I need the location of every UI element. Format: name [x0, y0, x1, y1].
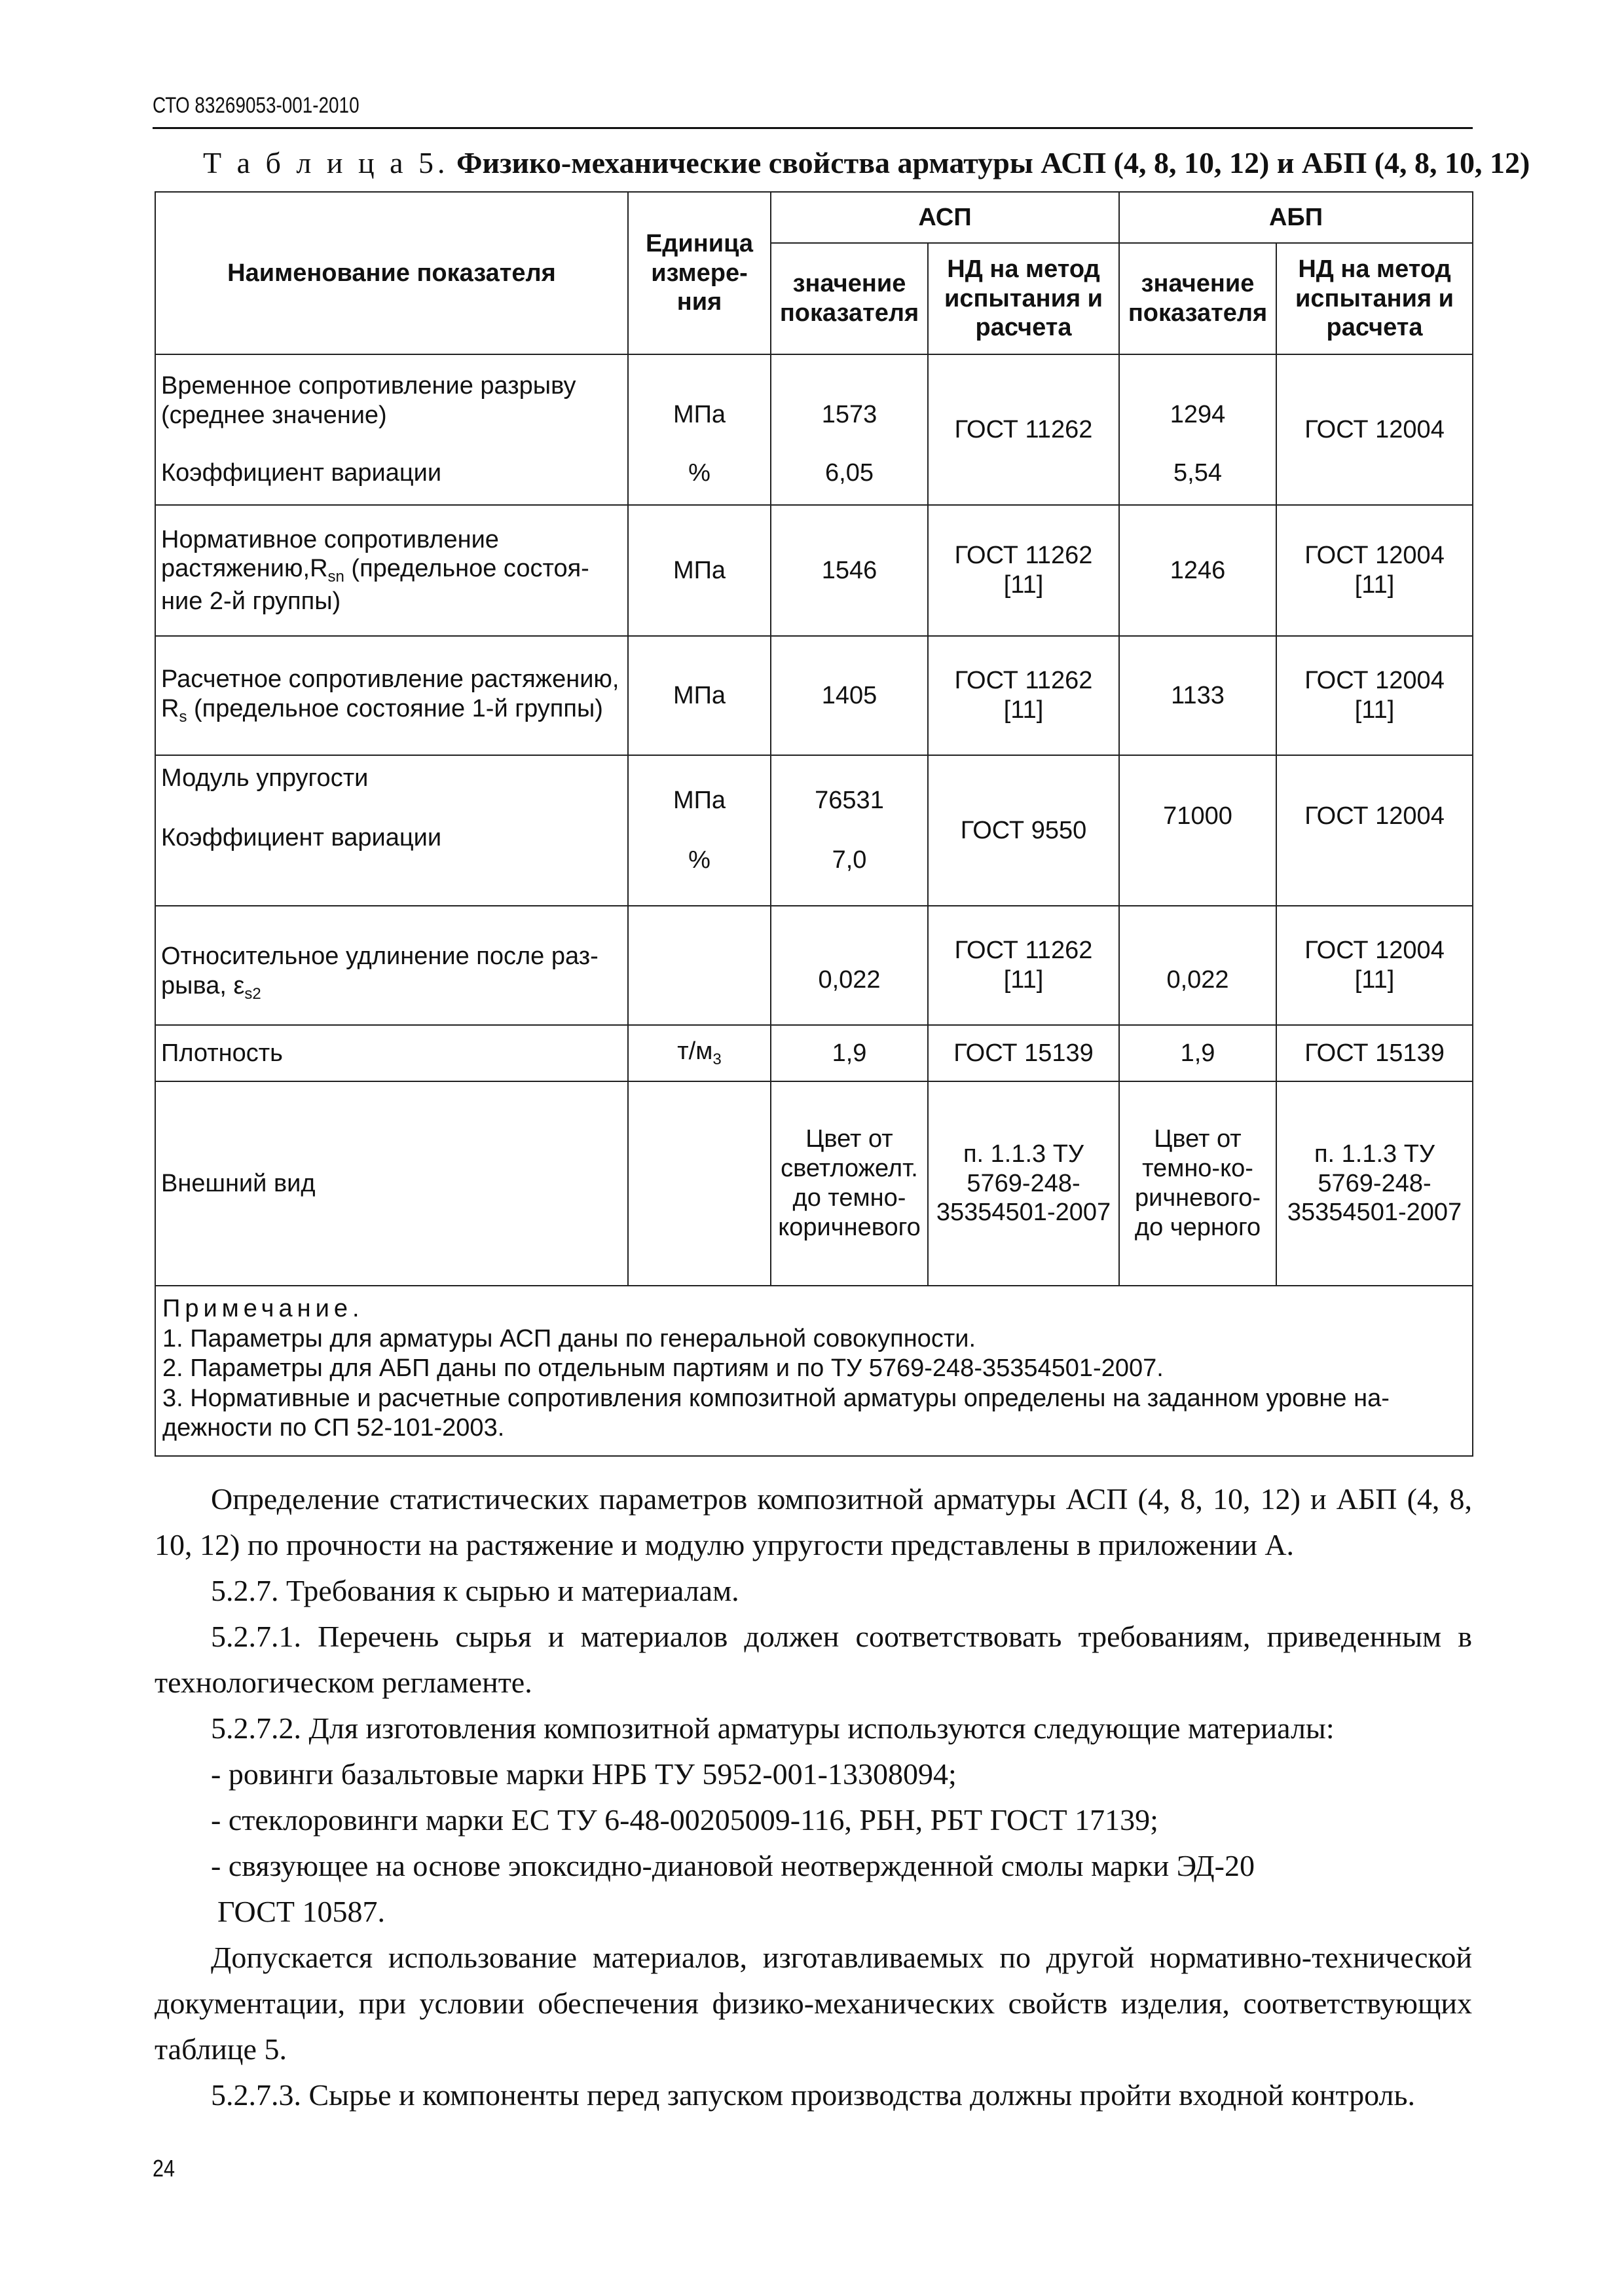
document-code: СТО 83269053-001-2010 — [153, 93, 360, 118]
paragraph: Допускается использование материалов, изготавливаемых по другой нормативно-технической документации, при условии обеспечения физико-механических свойств изделия, соответствующих таблице 5. — [155, 1941, 1472, 2066]
asp-value-secondary: 6,05 — [825, 459, 874, 487]
asp-value — [771, 906, 928, 1025]
row-unit: МПа — [628, 505, 771, 636]
row-unit-main: МПа — [673, 401, 726, 429]
table-row — [155, 1081, 1473, 1286]
table-caption — [203, 145, 1530, 180]
table-header-row-1 — [155, 192, 1473, 243]
row-name-text: Расчетное сопротивление растяжению, R — [161, 665, 619, 722]
row-name — [155, 505, 628, 636]
list-item-continuation: ГОСТ 10587. — [217, 1895, 386, 1928]
table-row — [155, 636, 1473, 755]
row-unit-subscript: 3 — [712, 1051, 722, 1069]
asp-method: ГОСТ 11262 [11] — [928, 636, 1119, 755]
paragraph: 5.2.7.2. Для изготовления композитной арматуры используются следующие материалы: — [211, 1711, 1335, 1745]
row-name-text: Относительное удлинение после разрыва, ε — [161, 942, 599, 999]
abp-value — [1119, 755, 1276, 906]
properties-table — [155, 191, 1473, 1457]
note-heading: Примечание. — [162, 1295, 364, 1322]
header-name: Наименование показателя — [155, 192, 628, 354]
header-abp: АБП — [1119, 192, 1473, 243]
row-name-text-post: (предельное состояние 1-й группы) — [187, 694, 603, 722]
table-note-row — [155, 1286, 1473, 1456]
abp-method: ГОСТ 12004 — [1276, 354, 1473, 505]
table-note — [155, 1286, 1473, 1456]
row-name-text: Нормативное сопротивление растяжению,R — [161, 525, 499, 583]
header-asp: АСП — [771, 192, 1119, 243]
abp-value — [1119, 906, 1276, 1025]
row-name — [155, 755, 628, 906]
asp-method: ГОСТ 15139 — [928, 1025, 1119, 1081]
row-unit — [628, 354, 771, 505]
asp-value: Цвет от светложелт. до темнокоричневого — [771, 1081, 928, 1286]
table-row — [155, 354, 1473, 505]
row-name-main: Временное сопротивление разрыву (среднее значение) — [161, 371, 576, 429]
row-name-subscript: s — [179, 707, 187, 726]
row-unit-main: МПа — [673, 787, 726, 815]
row-name-subscript: sn — [327, 568, 344, 586]
row-name — [155, 354, 628, 505]
row-unit — [628, 1081, 771, 1286]
abp-value-secondary: 5,54 — [1173, 459, 1222, 487]
row-name-subscript: s2 — [244, 984, 261, 1003]
header-asp-method: НД на метод испытания и расчета — [928, 243, 1119, 354]
abp-method: ГОСТ 15139 — [1276, 1025, 1473, 1081]
row-unit — [628, 755, 771, 906]
body-text — [155, 1476, 1472, 2118]
asp-value — [771, 354, 928, 505]
table-row — [155, 505, 1473, 636]
header-abp-method: НД на метод испытания и расчета — [1276, 243, 1473, 354]
note-line: 3. Нормативные и расчетные сопротивления композитной арматуры определены на заданном уровне надежности по СП 52-101-2003. — [162, 1384, 1390, 1442]
row-unit-secondary: % — [688, 459, 710, 487]
section-heading: 5.2.7. Требования к сырью и материалам. — [211, 1574, 739, 1607]
asp-value-main: 76531 — [815, 787, 884, 815]
asp-value: 1,9 — [771, 1025, 928, 1081]
row-unit-text: т/м — [677, 1037, 713, 1066]
abp-value-main: 71000 — [1163, 802, 1232, 830]
paragraph: 5.2.7.3. Сырье и компоненты перед запуском производства должны пройти входной контроль. — [211, 2078, 1415, 2112]
page-number: 24 — [153, 2155, 175, 2182]
abp-method-text: ГОСТ 12004 — [1304, 802, 1445, 830]
row-name: Плотность — [155, 1025, 628, 1081]
abp-value-main: 1294 — [1170, 401, 1226, 429]
header-unit: Единица измерения — [628, 192, 771, 354]
abp-value: Цвет от темно-коричневого-до черного — [1119, 1081, 1276, 1286]
asp-method: ГОСТ 11262 — [928, 354, 1119, 505]
row-name-text-post: (предельное состояние 2-й группы) — [161, 555, 589, 615]
row-name-main: Модуль упругости — [161, 764, 369, 792]
abp-method: ГОСТ 12004 [11] — [1276, 636, 1473, 755]
paragraph: Определение статистических параметров композитной арматуры АСП (4, 8, 10, 12) и АБП (4, 8, 10, 12) по прочности на растяжение и модулю упругости представлены в приложении А. — [155, 1482, 1472, 1561]
abp-method — [1276, 755, 1473, 906]
row-name-secondary: Коэффициент вариации — [161, 823, 442, 851]
asp-value: 1546 — [771, 505, 928, 636]
row-unit-secondary: % — [688, 846, 710, 874]
row-name: Внешний вид — [155, 1081, 628, 1286]
header-abp-value: значение показателя — [1119, 243, 1276, 354]
abp-value: 1246 — [1119, 505, 1276, 636]
note-line: 2. Параметры для АБП даны по отдельным партиям и по ТУ 5769-248-35354501-2007. — [162, 1354, 1164, 1383]
paragraph: 5.2.7.1. Перечень сырья и материалов должен соответствовать требованиям, приведенным в технологическом регламенте. — [155, 1620, 1472, 1699]
list-item: - ровинги базальтовые марки НРБ ТУ 5952-001-13308094; — [211, 1757, 957, 1791]
abp-value — [1119, 354, 1276, 505]
header-rule — [153, 127, 1473, 129]
row-unit — [628, 1025, 771, 1081]
row-unit — [628, 906, 771, 1025]
abp-value: 1,9 — [1119, 1025, 1276, 1081]
row-name — [155, 636, 628, 755]
asp-value — [771, 755, 928, 906]
asp-value-text: 0,022 — [818, 965, 881, 994]
note-line: 1. Параметры для арматуры АСП даны по генеральной совокупности. — [162, 1324, 976, 1353]
asp-method: ГОСТ 11262 [11] — [928, 906, 1119, 1025]
list-item: - связующее на основе эпоксидно-диановой неотвержденной смолы марки ЭД-20 — [211, 1849, 1255, 1882]
table-row — [155, 1025, 1473, 1081]
asp-value: 1405 — [771, 636, 928, 755]
abp-value: 1133 — [1119, 636, 1276, 755]
abp-method: ГОСТ 12004 [11] — [1276, 906, 1473, 1025]
asp-method: п. 1.1.3 ТУ 5769-248-35354501-2007 — [928, 1081, 1119, 1286]
table-row — [155, 906, 1473, 1025]
asp-method: ГОСТ 9550 — [928, 755, 1119, 906]
asp-value-main: 1573 — [821, 401, 877, 429]
table-caption-prefix: Т а б л и ц а 5. — [203, 146, 449, 179]
abp-value-text: 0,022 — [1166, 965, 1229, 994]
header-asp-value: значение показателя — [771, 243, 928, 354]
abp-method: п. 1.1.3 ТУ 5769-248-35354501-2007 — [1276, 1081, 1473, 1286]
row-name — [155, 906, 628, 1025]
abp-method: ГОСТ 12004 [11] — [1276, 505, 1473, 636]
table-caption-title: Физико-механические свойства арматуры АСП (4, 8, 10, 12) и АБП (4, 8, 10, 12) — [456, 146, 1530, 179]
asp-value-secondary: 7,0 — [832, 846, 867, 874]
row-unit: МПа — [628, 636, 771, 755]
list-item: - стеклоровинги марки ЕС ТУ 6-48-00205009-116, РБН, РБТ ГОСТ 17139; — [211, 1803, 1158, 1837]
row-name-secondary: Коэффициент вариации — [161, 459, 442, 487]
asp-method: ГОСТ 11262 [11] — [928, 505, 1119, 636]
table-row — [155, 755, 1473, 906]
